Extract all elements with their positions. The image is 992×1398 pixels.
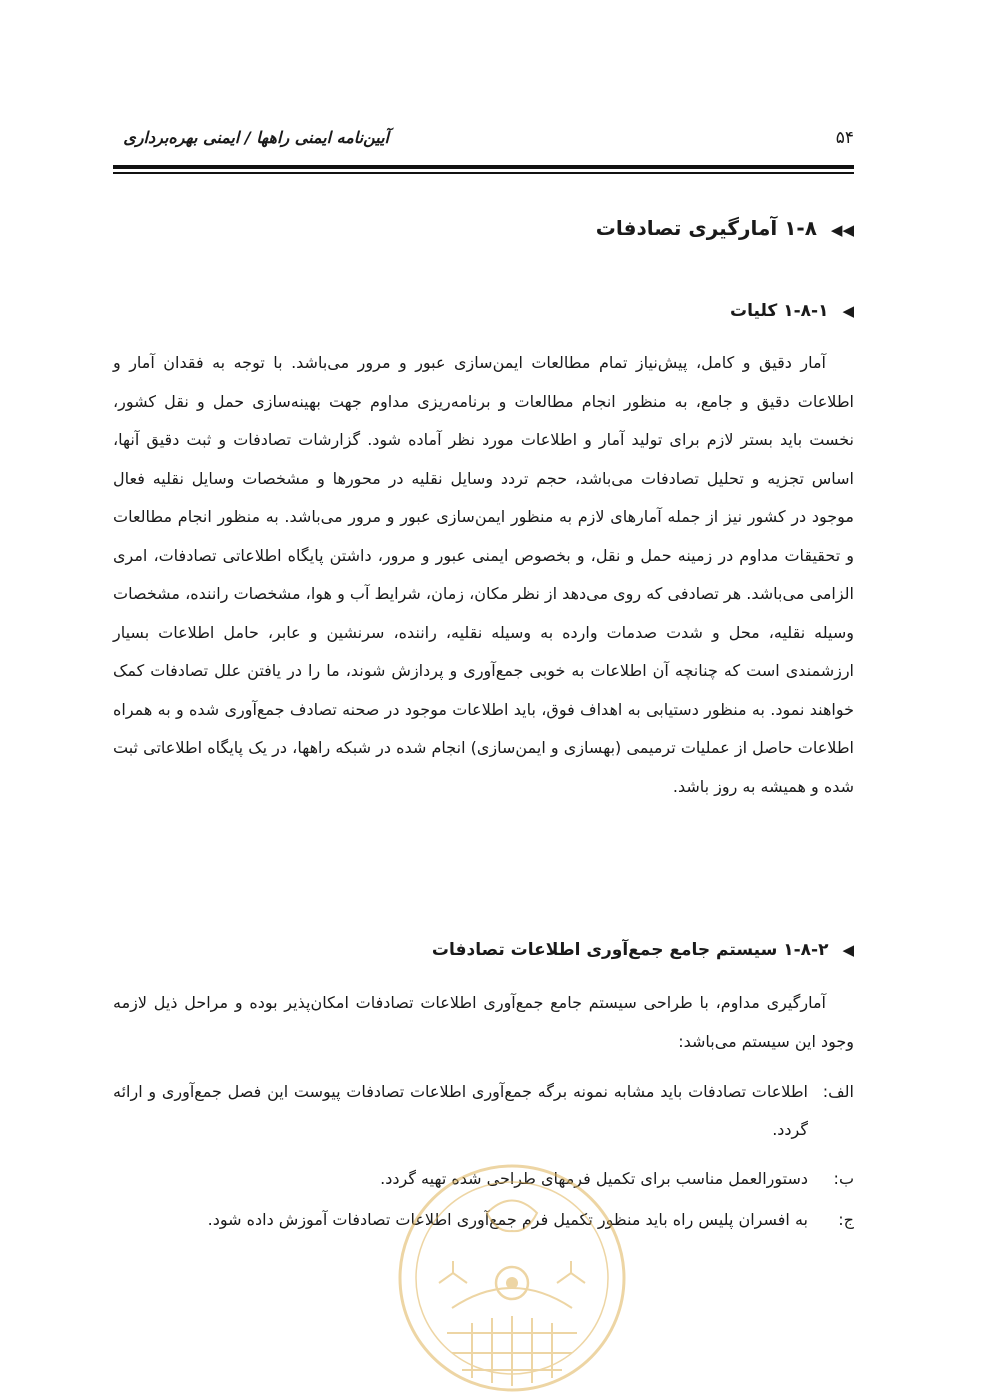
header-title: آیین‌نامه ایمنی راهها / ایمنی بهره‌برداری	[123, 128, 389, 147]
list-item-text: اطلاعات تصادفات باید مشابه نمونه برگه جمع‌آوری اطلاعات تصادفات پیوست این فصل جمع‌آوری و ارائه گردد.	[113, 1082, 808, 1139]
list-item-text: دستورالعمل مناسب برای تکمیل فرمهای طراحی شده تهیه گردد.	[380, 1169, 808, 1188]
arrow-icon: ◀	[842, 302, 854, 320]
header-rule-thin	[113, 172, 854, 174]
header-rule-thick	[113, 165, 854, 169]
list-item	[113, 1201, 854, 1239]
section-heading	[596, 216, 854, 240]
subsection-heading-system	[432, 940, 854, 960]
running-header	[113, 128, 854, 162]
page-number: ۵۴	[835, 128, 854, 148]
arrow-icon: ◀	[842, 941, 854, 959]
paragraph-system: آمارگیری مداوم، با طراحی سیستم جامع جمع‌آوری اطلاعات تصادفات امکان‌پذیر بوده و مراحل ذیل لازمه وجود این سیستم می‌باشد:	[113, 993, 854, 1051]
list-bullet: ج:	[838, 1210, 854, 1229]
list-bullet: الف:	[822, 1082, 854, 1101]
subsection-heading-general	[730, 301, 854, 321]
subsection-title: ۱-۸-۱ کلیات	[730, 301, 829, 321]
list-item-text: به افسران پلیس راه باید منظور تکمیل فرم جمع‌آوری اطلاعات تصادفات آموزش داده شود.	[207, 1210, 808, 1229]
section-title: ۱-۸ آمارگیری تصادفات	[595, 216, 817, 240]
double-arrow-icon: ◀◀	[830, 221, 854, 239]
list-bullet: ب:	[833, 1169, 854, 1188]
list-item	[113, 1073, 854, 1149]
paragraph-general: آمار دقیق و کامل، پیش‌نیاز تمام مطالعات ایمن‌سازی عبور و مرور می‌باشد. با توجه به فقدان آمار و اطلاعات دقیق و جامع، به منظور انجام مطالعات و برنامه‌ریزی مداوم جهت بهینه‌سازی حمل و نقل کشور، نخست باید بستر لازم برای تولید آمار و اطلاعات مورد نظر آماده شود. گزارشات تصادفات و ثبت دقیق آنها، اساس تجزیه و تحلیل تصادفات می‌باشد، حجم تردد وسایل نقلیه در محورها و مشخصات وسایل نقلیه فعال موجود در کشور نیز از جمله آمارهای لازم به منظور ایمن‌سازی عبور و مرور می‌باشد. به منظور انجام مطالعات و تحقیقات مداوم در زمینه حمل و نقل، و بخصوص ایمنی عبور و مرور، داشتن پایگاه اطلاعاتی تصادفات، امری الزامی می‌باشد. هر تصادفی که روی می‌دهد از نظر مکان، زمان، شرایط آب و هوا، مشخصات راننده، مشخصات وسیله نقلیه، محل و شدت صدمات وارده به وسیله نقلیه، راننده، سرنشین و عابر، حامل اطلاعات بسیار ارزشمندی است که چنانچه آن اطلاعات به خوبی جمع‌آوری و پردازش شوند، ما را در یافتن علل تصادفات کمک خواهند نمود. به منظور دستیابی به اهداف فوق، باید اطلاعات موجود در صحنه تصادف جمع‌آوری شده و به همراه اطلاعات حاصل از عملیات ترمیمی (بهسازی و ایمن‌سازی) انجام شده در شبکه راهها، در یک پایگاه اطلاعاتی ثبت شده و همیشه به روز باشد.	[113, 353, 854, 796]
subsection-title: ۱-۸-۲ سیستم جامع جمع‌آوری اطلاعات تصادفات	[431, 940, 829, 960]
list-item	[113, 1160, 854, 1198]
